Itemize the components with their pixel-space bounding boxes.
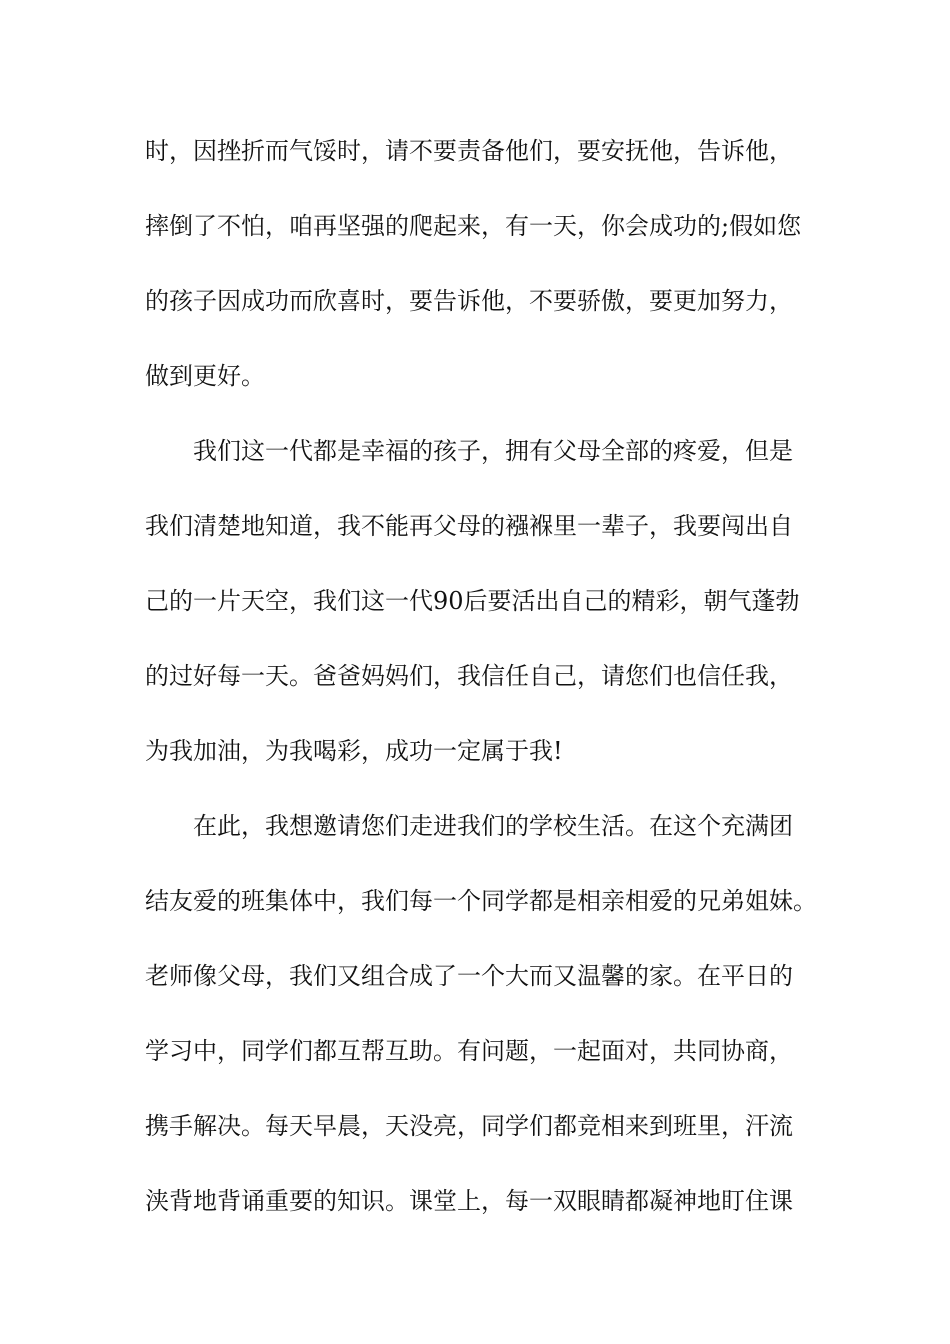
text-line: 老师像父母，我们又组合成了一个大而又温馨的家。在平日的 <box>145 962 793 990</box>
paragraph-first-line: 我们这一代都是幸福的孩子，拥有父母全部的疼爱，但是 <box>193 437 793 465</box>
text-line: 学习中，同学们都互帮互助。有问题，一起面对，共同协商， <box>145 1037 793 1065</box>
text-line: 浃背地背诵重要的知识。课堂上，每一双眼睛都凝神地盯住课 <box>145 1187 793 1215</box>
paragraph-first-line: 在此，我想邀请您们走进我们的学校生活。在这个充满团 <box>193 812 793 840</box>
text-line: 为我加油，为我喝彩，成功一定属于我! <box>145 737 563 765</box>
text-line: 的过好每一天。爸爸妈妈们，我信任自己，请您们也信任我， <box>145 662 793 690</box>
text-line: 的孩子因成功而欣喜时，要告诉他，不要骄傲，要更加努力， <box>145 287 793 315</box>
text-line: 做到更好。 <box>145 362 265 390</box>
text-line: 结友爱的班集体中，我们每一个同学都是相亲相爱的兄弟姐妹。 <box>145 887 817 915</box>
text-line: 摔倒了不怕，咱再坚强的爬起来，有一天，你会成功的;假如您 <box>145 212 802 240</box>
text-line: 携手解决。每天早晨，天没亮，同学们都竞相来到班里，汗流 <box>145 1112 793 1140</box>
text-line: 时，因挫折而气馁时，请不要责备他们，要安抚他，告诉他， <box>145 137 793 165</box>
text-line: 己的一片天空，我们这一代90后要活出自己的精彩，朝气蓬勃 <box>145 587 800 615</box>
text-line: 我们清楚地知道，我不能再父母的襁褓里一辈子，我要闯出自 <box>145 512 793 540</box>
